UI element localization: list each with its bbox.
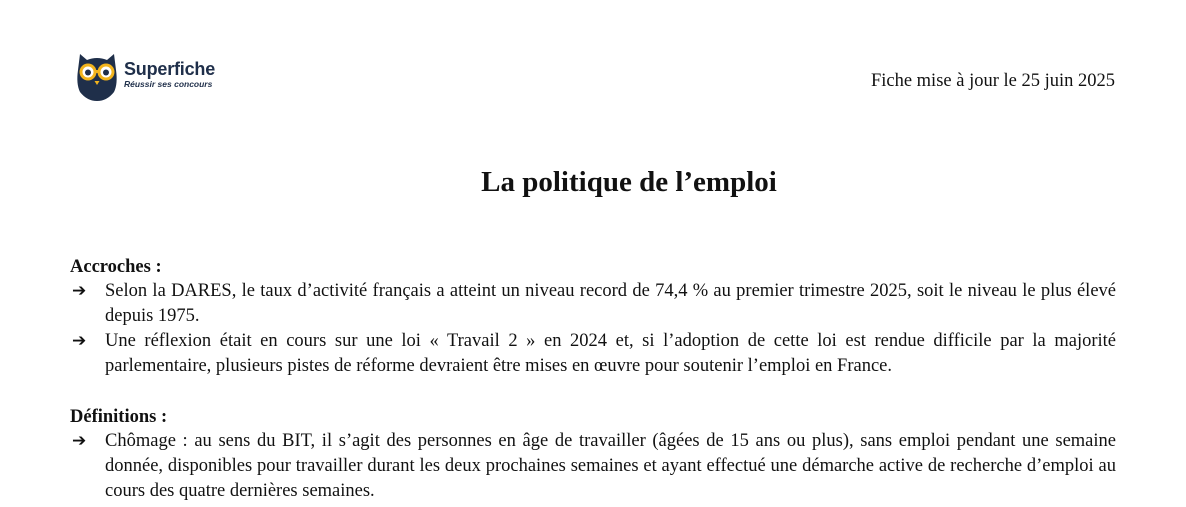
owl-icon <box>72 50 122 102</box>
section-heading: Définitions : <box>70 407 168 427</box>
arrow-right-icon: ➔ <box>72 281 87 301</box>
section-accroches <box>70 256 1116 379</box>
bullet-list <box>70 429 1116 504</box>
bullet-text: Selon la DARES, le taux d’activité français a atteint un niveau record de 74,4 % au premier trimestre 2025, soit le niveau le plus élevé depuis 1975. <box>105 281 1116 326</box>
superfiche-logo <box>72 50 215 102</box>
brand-name: Superfiche <box>124 59 216 79</box>
arrow-right-icon: ➔ <box>72 331 87 351</box>
arrow-right-icon: ➔ <box>72 431 87 451</box>
section-heading: Accroches : <box>70 257 162 277</box>
bullet-list <box>70 279 1116 379</box>
brand-tagline: Réussir ses concours <box>124 79 213 89</box>
bullet-item <box>70 429 1116 504</box>
section-definitions <box>70 406 1116 504</box>
bullet-item <box>70 279 1116 329</box>
bullet-text: Une réflexion était en cours sur une loi « Travail 2 » en 2024 et, si l’adoption de cette loi est rendue difficile par la majorité parlementaire, plusieurs pistes de réforme devraient être mises en œuvre pour soutenir l’emploi en France. <box>105 331 1116 376</box>
bullet-text: Chômage : au sens du BIT, il s’agit des personnes en âge de travailler (âgées de 15 ans ou plus), sans emploi pendant une semaine donnée, disponibles pour travailler durant les deux prochaines semaines et ayant effectué une démarche active de recherche d’emploi au cours des quatre dernières semaines. <box>105 431 1116 501</box>
page-title: La politique de l’emploi <box>481 166 777 198</box>
bullet-item <box>70 329 1116 379</box>
update-date: Fiche mise à jour le 25 juin 2025 <box>870 71 1115 91</box>
